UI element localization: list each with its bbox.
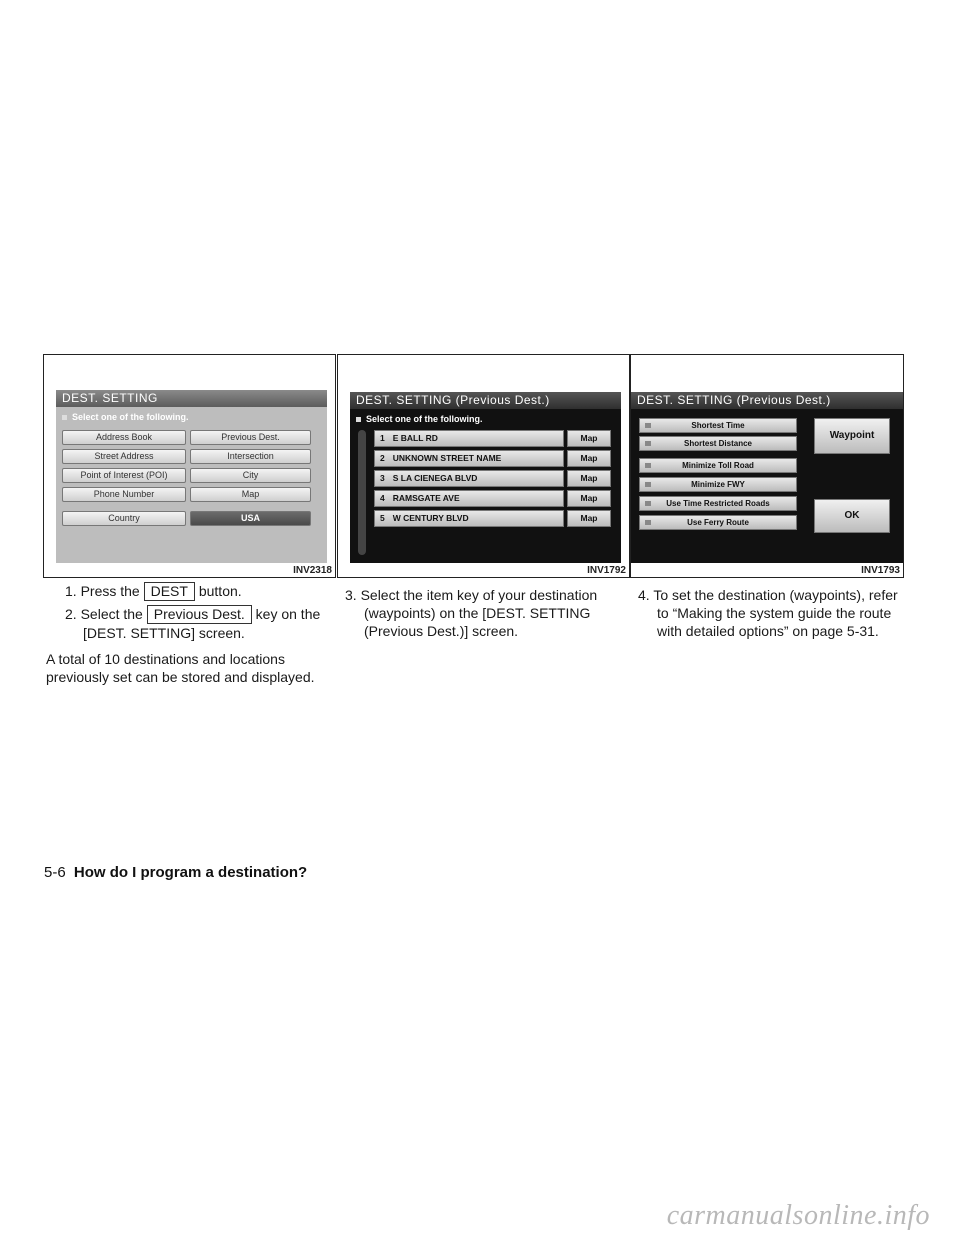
- minimize-fwy-option[interactable]: Minimize FWY: [639, 477, 797, 492]
- intersection-button[interactable]: Intersection: [190, 449, 311, 464]
- map-button[interactable]: Map: [567, 470, 611, 487]
- checkbox-icon: [645, 423, 651, 428]
- checkbox-icon: [645, 520, 651, 525]
- page-footer: [44, 864, 307, 881]
- bullet-icon: [62, 415, 67, 420]
- previous-dest-key: Previous Dest.: [147, 605, 252, 624]
- screen-subtitle: Select one of the following.: [62, 412, 189, 422]
- country-button[interactable]: Country: [62, 511, 186, 526]
- list-item[interactable]: 2 UNKNOWN STREET NAME: [374, 450, 564, 467]
- paragraph: A total of 10 destinations and locations previously set can be stored and displayed.: [46, 651, 315, 685]
- step-2: 2. Select the Previous Dest. key on the [DEST. SETTING] screen.: [65, 606, 321, 641]
- checkbox-icon: [645, 501, 651, 506]
- poi-button[interactable]: Point of Interest (POI): [62, 468, 186, 483]
- figure-id: INV1792: [587, 565, 626, 576]
- previous-dest-button[interactable]: Previous Dest.: [190, 430, 311, 445]
- phone-number-button[interactable]: Phone Number: [62, 487, 186, 502]
- dest-setting-screen: [56, 390, 327, 563]
- checkbox-icon: [645, 441, 651, 446]
- route-options-screen: [631, 392, 903, 563]
- list-scrollbar[interactable]: [358, 430, 366, 555]
- list-item[interactable]: 4 RAMSGATE AVE: [374, 490, 564, 507]
- map-button[interactable]: Map: [567, 430, 611, 447]
- shortest-time-option[interactable]: Shortest Time: [639, 418, 797, 433]
- screen-title: DEST. SETTING (Previous Dest.): [350, 392, 621, 409]
- checkbox-icon: [645, 482, 651, 487]
- waypoint-button[interactable]: Waypoint: [814, 418, 890, 454]
- section-title: How do I program a destination?: [73, 864, 308, 881]
- map-button[interactable]: Map: [567, 450, 611, 467]
- column-3-text: [638, 582, 904, 644]
- figure-id: INV2318: [293, 565, 332, 576]
- ok-button[interactable]: OK: [814, 499, 890, 533]
- list-item[interactable]: 5 W CENTURY BLVD: [374, 510, 564, 527]
- list-item[interactable]: 1 E BALL RD: [374, 430, 564, 447]
- list-item[interactable]: 3 S LA CIENEGA BLVD: [374, 470, 564, 487]
- map-button[interactable]: Map: [567, 510, 611, 527]
- ferry-route-option[interactable]: Use Ferry Route: [639, 515, 797, 530]
- map-button[interactable]: Map: [190, 487, 311, 502]
- figure-dest-setting: [43, 354, 336, 578]
- bullet-icon: [356, 417, 361, 422]
- figure-previous-dest-list: [337, 354, 630, 578]
- column-1-text: [46, 582, 331, 686]
- city-button[interactable]: City: [190, 468, 311, 483]
- screen-title: DEST. SETTING: [56, 390, 327, 407]
- page-number: 5-6: [44, 864, 66, 881]
- time-restricted-roads-option[interactable]: Use Time Restricted Roads: [639, 496, 797, 511]
- minimize-toll-road-option[interactable]: Minimize Toll Road: [639, 458, 797, 473]
- address-book-button[interactable]: Address Book: [62, 430, 186, 445]
- column-2-text: [345, 582, 627, 644]
- checkbox-icon: [645, 463, 651, 468]
- screen-title: DEST. SETTING (Previous Dest.): [631, 392, 903, 409]
- screen-subtitle: Select one of the following.: [356, 414, 483, 424]
- step-4: 4. To set the destination (waypoints), refer to “Making the system guide the route with detailed options” on page 5-31.: [638, 587, 898, 639]
- map-button[interactable]: Map: [567, 490, 611, 507]
- country-value-usa[interactable]: USA: [190, 511, 311, 526]
- shortest-distance-option[interactable]: Shortest Distance: [639, 436, 797, 451]
- figure-id: INV1793: [861, 565, 900, 576]
- watermark: carmanualsonline.info: [666, 1200, 930, 1231]
- step-3: 3. Select the item key of your destination (waypoints) on the [DEST. SETTING (Previous Dest.)] screen.: [345, 587, 598, 639]
- previous-dest-screen: [350, 392, 621, 563]
- step-1: 1. Press the DEST button.: [65, 583, 242, 599]
- dest-key: DEST: [144, 582, 195, 601]
- street-address-button[interactable]: Street Address: [62, 449, 186, 464]
- figure-route-options: [630, 354, 904, 578]
